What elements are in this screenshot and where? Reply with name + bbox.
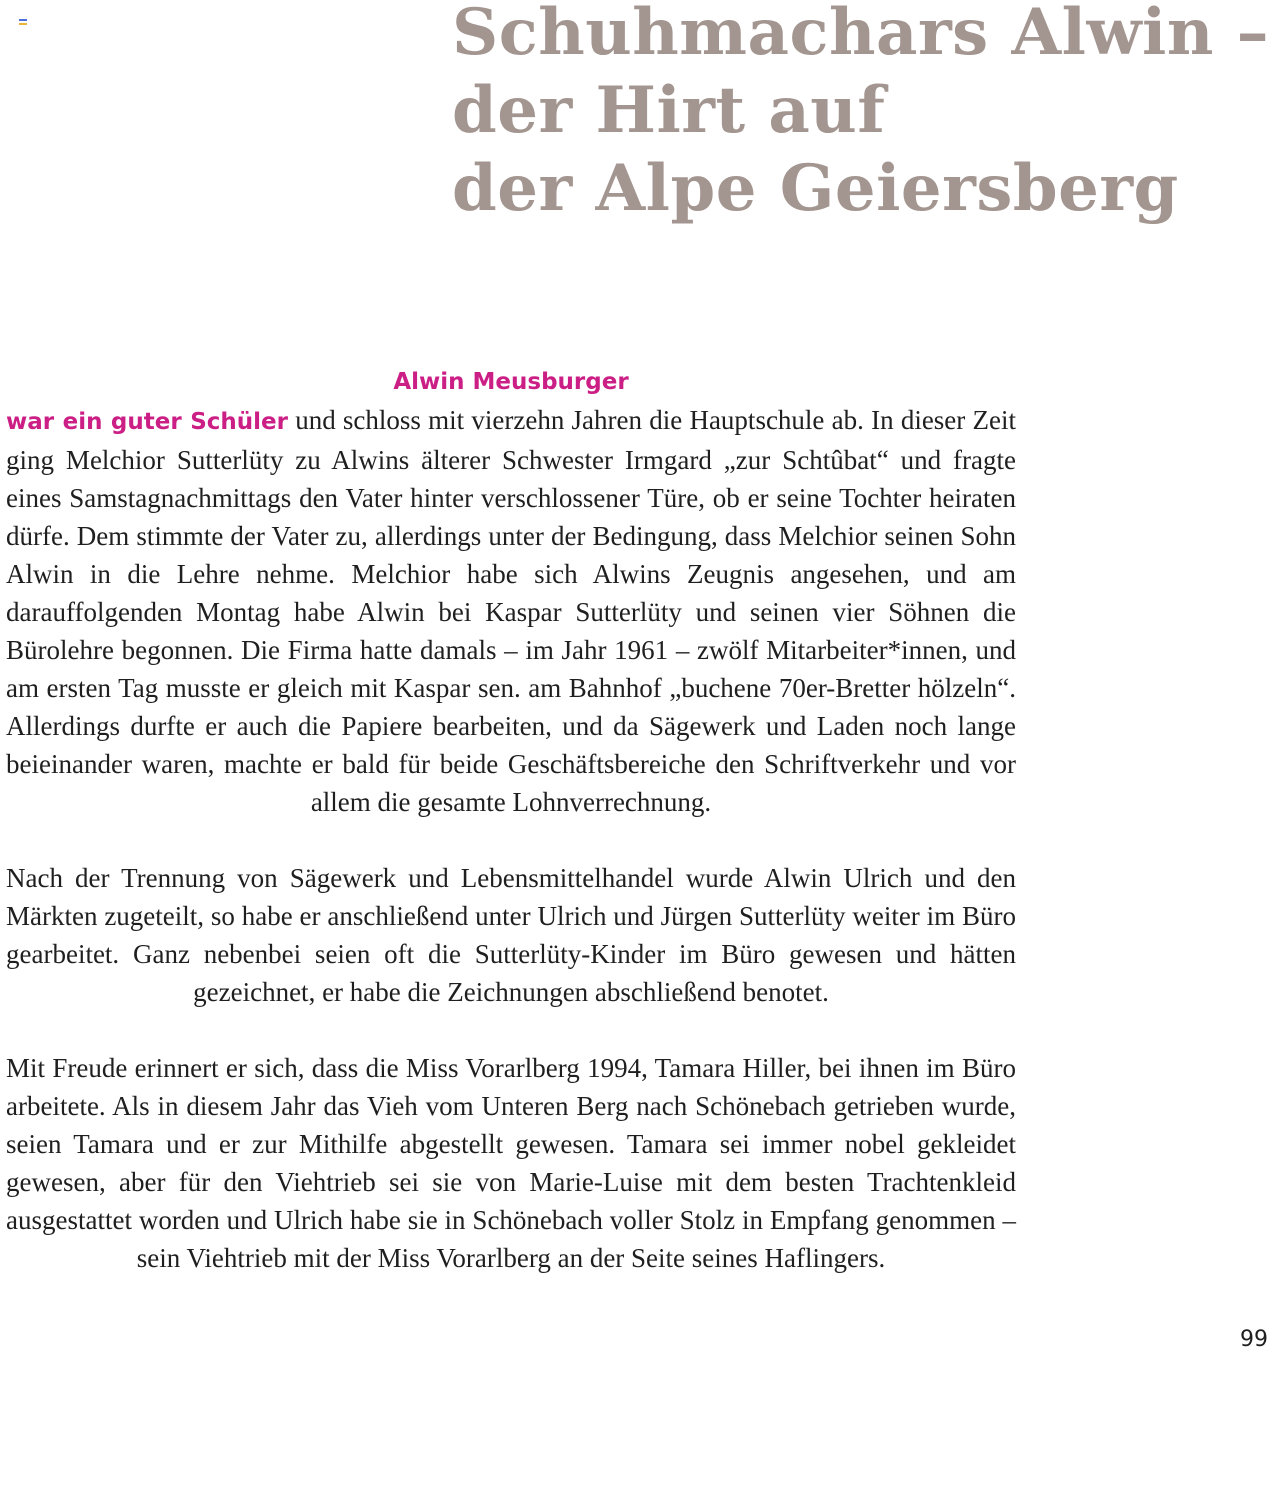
chapter-title-line-1: Schuhmachars Alwin – bbox=[452, 0, 1270, 70]
chapter-title-line-3: der Alpe Geiersberg bbox=[452, 151, 1179, 226]
chapter-title bbox=[452, 0, 1280, 228]
page-number: 99 bbox=[1240, 1327, 1268, 1352]
article-body bbox=[6, 363, 1016, 1277]
paragraph-1-text: und schloss mit vierzehn Jahren die Hauptschule ab. In dieser Zeit ging Melchior Sutterlüty zu Alwins älterer Schwester Irmgard „zur Schtûbat“ und fragte eines Samstagnachmittags den Vater hinter verschlossener Türe, ob er seine Tochter heiraten dürfe. Dem stimmte der Vater zu, allerdings unter der Bedingung, dass Melchior seinen Sohn Alwin in die Lehre nehme. Melchior habe sich Alwins Zeugnis angesehen, und am darauffolgenden Montag habe Alwin bei Kaspar Sutterlüty und seinen vier Söhnen die Bürolehre begonnen. Die Firma hatte damals – im Jahr 1961 – zwölf Mitarbeiter*innen, und am ersten Tag musste er gleich mit Kaspar sen. am Bahnhof „buchene 70er-Bretter hölzeln“. Allerdings durfte er auch die Papiere bearbeiten, und da Sägewerk und Laden noch lange beieinander waren, machte er bald für beide Geschäftsbereiche den Schriftverkehr und vor allem die gesamte Lohnverrechnung. bbox=[6, 405, 1016, 817]
chapter-title-line-2: der Hirt auf bbox=[452, 73, 886, 148]
corner-mark-bar-yellow bbox=[19, 23, 27, 25]
paragraph-1 bbox=[6, 363, 1016, 821]
paragraph-3: Mit Freude erinnert er sich, dass die Miss Vorarlberg 1994, Tamara Hiller, bei ihnen im Büro arbeitete. Als in diesem Jahr das Vieh vom Unteren Berg nach Schönebach getrieben wurde, seien Tamara und er zur Mithilfe abgestellt gewesen. Tamara sei immer nobel gekleidet gewesen, aber für den Viehtrieb sei sie von Marie-Luise mit dem besten Trachtenkleid ausgestattet worden und Ulrich habe sie in Schönebach voller Stolz in Empfang genommen – sein Viehtrieb mit der Miss Vorarlberg an der Seite seines Haflingers. bbox=[6, 1053, 1016, 1273]
corner-mark-bar-blue bbox=[19, 19, 27, 21]
paragraph-2: Nach der Trennung von Sägewerk und Lebensmittelhandel wurde Alwin Ulrich und den Märkten zugeteilt, so habe er anschließend unter Ulrich und Jürgen Sutterlüty weiter im Büro gearbeitet. Ganz nebenbei seien oft die Sutterlüty-Kinder im Büro gewesen und hätten gezeichnet, er habe die Zeichnungen abschließend benotet. bbox=[6, 863, 1016, 1007]
lead-phrase: war ein guter Schüler bbox=[6, 409, 288, 435]
corner-mark-icon bbox=[19, 19, 27, 26]
lead-name: Alwin Meusburger bbox=[393, 369, 629, 395]
